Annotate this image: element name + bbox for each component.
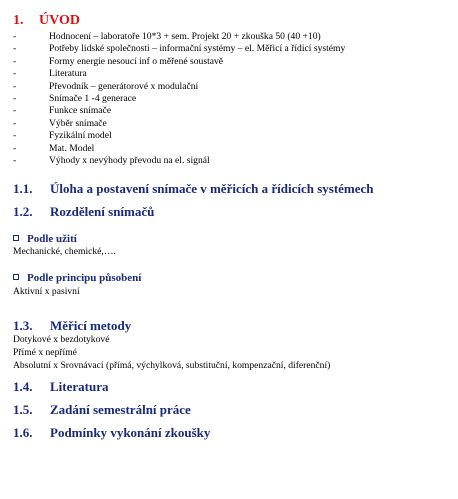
square-bullet-icon (13, 235, 19, 241)
heading-1-5: 1.5. Zadání semestrální práce (13, 402, 191, 417)
heading-1-2: 1.2. Rozdělení snímačů (13, 204, 155, 219)
section-number: 1. (13, 13, 24, 28)
section-title: ÚVOD (39, 13, 80, 28)
heading-1-6: 1.6. Podmínky vykonání zkoušky (13, 425, 211, 440)
paragraph: Mechanické, chemické,…. (13, 246, 116, 257)
heading-1-3: 1.3. Měřicí metody (13, 318, 132, 333)
paragraph: Dotykové x bezdotykové (13, 334, 110, 345)
square-bullet-icon (13, 274, 19, 280)
heading-1-4: 1.4. Literatura (13, 379, 109, 394)
heading-1-1: 1.1. Úloha a postavení snímače v měřicích a řídicích systémech (13, 181, 374, 196)
paragraph: Aktivní x pasivní (13, 286, 80, 297)
subheading-podle-uziti: Podle užití (13, 233, 77, 245)
section-1-heading (13, 13, 80, 29)
paragraph: Přímé x nepřímé (13, 347, 77, 358)
paragraph: Absolutní x Srovnávací (přímá, výchylková, substituční, kompenzační, diferenční) (13, 360, 331, 371)
document-page: 1. ÚVOD - Hodnocení – laboratoře 10*3 + sem. Projekt 20 + zkouška 50 (40 +10) - Potřeby lidské společnosti – informační systémy – el. Měřicí a řídicí systémy - Formy energie nesoucí inf o měřené soustavě - Literatura - Převodník – generátorové x modulační - Snímače 1 -4 generace - Funkce snímače - Výběr snímače - Fyzikální model - Mat. Model - Výhody x nevýhody převodu na el. signál 1.1. Úloha a postavení snímače v měřicích a řídicích systémech 1.2. Rozdělení snímačů Podle užití Mechanické, chemické,…. Podle principu působení Aktivní x pasivní 1.3. Měřicí metody Dotykové x bezdotykové Přímé x nepřímé Absolutní x Srovnávací (přímá, výchylková, substituční, kompenzační, diferenční) 1.4. Literatura 1.5. Zadání semestrální práce 1.6. Podmínky vykonání zkoušky (13, 13, 374, 440)
subheading-podle-principu: Podle principu působení (13, 272, 141, 284)
